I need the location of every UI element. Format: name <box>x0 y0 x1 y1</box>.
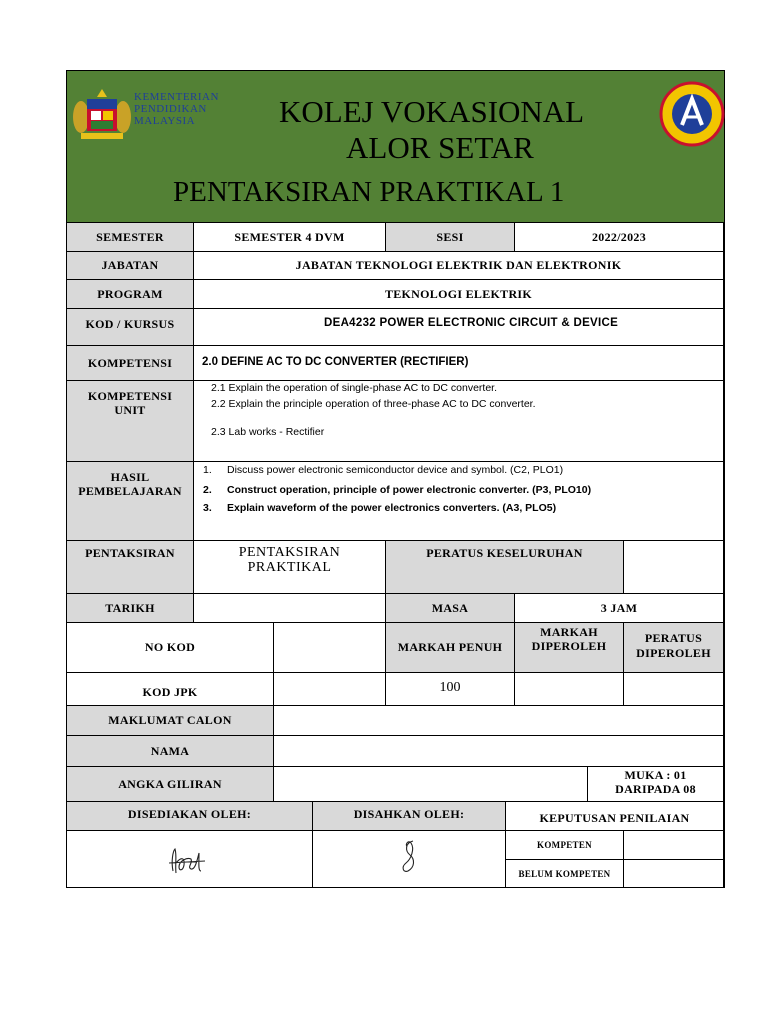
maklumat-calon-label <box>67 706 274 736</box>
no-kod-label <box>67 623 274 673</box>
kompetensi-unit-item-3: 2.3 Lab works - Rectifier <box>211 426 325 438</box>
kod-jpk-label <box>67 673 274 706</box>
peratus-diperoleh-label <box>624 623 724 673</box>
nama-label <box>67 736 274 767</box>
signature-preparer <box>167 843 207 877</box>
nama-label-text: NAMA <box>150 743 190 758</box>
disediakan-signature-box <box>67 831 313 888</box>
program-label <box>67 280 194 309</box>
disahkan-oleh-label-text: DISAHKAN OLEH: <box>353 807 465 821</box>
peratus-diperoleh-label-line-1: PERATUS <box>644 631 703 645</box>
angka-giliran-label <box>67 767 274 802</box>
page-number-muka: MUKA : 01 <box>624 768 687 782</box>
kod-kursus-value <box>194 309 724 346</box>
no-kod-field[interactable] <box>274 623 386 673</box>
kompetensi-value-text: 2.0 DEFINE AC TO DC CONVERTER (RECTIFIER) <box>202 356 469 368</box>
tarikh-label-text: TARIKH <box>105 600 155 615</box>
hasil-item-2-text: Construct operation, principle of power electronic converter. (P3, PLO10) <box>227 484 592 496</box>
jabatan-label <box>67 252 194 280</box>
markah-diperoleh-label-line-1: MARKAH <box>540 625 598 639</box>
markah-diperoleh-field[interactable] <box>515 673 624 706</box>
jabatan-label-text: JABATAN <box>101 258 159 272</box>
semester-label-text: SEMESTER <box>96 229 164 244</box>
program-value-text: TEKNOLOGI ELEKTRIK <box>384 286 533 301</box>
kompetensi-unit-list <box>194 381 724 462</box>
hasil-label-line-2: PEMBELAJARAN <box>78 484 182 498</box>
sesi-label-text: SESI <box>436 229 464 244</box>
peratus-keseluruhan-label <box>386 541 624 594</box>
disediakan-oleh-label-text: DISEDIAKAN OLEH: <box>127 807 252 821</box>
hasil-label-line-1: HASIL <box>110 470 150 484</box>
kod-kursus-value-text: DEA4232 POWER ELECTRONIC CIRCUIT & DEVICE <box>324 317 619 329</box>
hasil-item-2-num: 2. <box>203 484 212 496</box>
ministry-crest-logo <box>71 87 133 143</box>
hasil-list <box>194 462 724 541</box>
hasil-item-1 <box>203 464 563 476</box>
kompetensi-unit-item-2: 2.2 Explain the principle operation of three-phase AC to DC converter. <box>211 398 536 410</box>
kompeten-label-text: KOMPETEN <box>537 840 592 850</box>
kompetensi-label-text: KOMPETENSI <box>87 355 173 370</box>
nama-field[interactable] <box>274 736 724 767</box>
masa-value-text: 3 JAM <box>600 600 638 615</box>
keputusan-penilaian-label-text: KEPUTUSAN PENILAIAN <box>539 810 690 825</box>
hasil-label <box>67 462 194 541</box>
disahkan-oleh-label <box>313 802 506 831</box>
sesi-value-text: 2022/2023 <box>591 229 647 244</box>
page-number <box>588 767 724 802</box>
markah-diperoleh-label <box>515 623 624 673</box>
jabatan-value-text: JABATAN TEKNOLOGI ELEKTRIK DAN ELEKTRONIK <box>295 258 622 272</box>
page-number-daripada: DARIPADA 08 <box>615 782 696 796</box>
markah-penuh-value <box>386 673 515 706</box>
markah-penuh-value-text: 100 <box>439 680 461 695</box>
tarikh-field[interactable] <box>194 594 386 623</box>
belum-kompeten-label-text: BELUM KOMPETEN <box>518 868 611 879</box>
kod-jpk-field[interactable] <box>274 673 386 706</box>
kompetensi-unit-label-line-2: UNIT <box>114 403 146 417</box>
kod-kursus-label <box>67 309 194 346</box>
kompetensi-unit-item-1: 2.1 Explain the operation of single-phase AC to DC converter. <box>211 382 498 394</box>
angka-giliran-label-text: ANGKA GILIRAN <box>118 776 222 791</box>
tarikh-label <box>67 594 194 623</box>
hasil-item-3 <box>203 502 556 514</box>
kod-kursus-label-text: KOD / KURSUS <box>85 317 175 331</box>
assessment-title: PENTAKSIRAN PRAKTIKAL 1 <box>173 176 565 208</box>
masa-label <box>386 594 515 623</box>
ministry-name <box>134 91 234 127</box>
markah-penuh-label-text: MARKAH PENUH <box>397 640 503 654</box>
pentaksiran-value <box>194 541 386 594</box>
college-name-line-1: KOLEJ VOKASIONAL <box>279 94 585 129</box>
pentaksiran-value-line-2: PRAKTIKAL <box>247 560 332 575</box>
ministry-line-1: KEMENTERIAN <box>134 91 219 103</box>
signature-approver <box>397 837 421 877</box>
hasil-item-3-num: 3. <box>203 502 212 514</box>
disahkan-signature-box <box>313 831 506 888</box>
belum-kompeten-checkbox[interactable] <box>624 860 724 888</box>
kompetensi-unit-label <box>67 381 194 462</box>
keputusan-penilaian-label <box>506 802 724 831</box>
kompetensi-unit-label-line-1: KOMPETENSI <box>87 389 173 403</box>
kompetensi-value <box>194 346 724 381</box>
sesi-label <box>386 223 515 252</box>
kompeten-label <box>506 831 624 860</box>
hasil-item-1-text: Discuss power electronic semiconductor device and symbol. (C2, PLO1) <box>227 464 564 476</box>
no-kod-label-text: NO KOD <box>144 640 196 654</box>
peratus-diperoleh-label-line-2: DIPEROLEH <box>636 646 711 660</box>
maklumat-calon-label-text: MAKLUMAT CALON <box>108 713 232 727</box>
disediakan-oleh-label <box>67 802 313 831</box>
header-banner <box>67 71 724 223</box>
program-value <box>194 280 724 309</box>
angka-giliran-field[interactable] <box>274 767 588 802</box>
kompetensi-label <box>67 346 194 381</box>
pentaksiran-value-line-1: PENTAKSIRAN <box>238 545 341 560</box>
peratus-keseluruhan-field[interactable] <box>624 541 724 594</box>
pentaksiran-label <box>67 541 194 594</box>
masa-value <box>515 594 724 623</box>
markah-penuh-label <box>386 623 515 673</box>
peratus-keseluruhan-label-text: PERATUS KESELURUHAN <box>426 546 583 560</box>
semester-value-text: SEMESTER 4 DVM <box>234 229 345 244</box>
peratus-diperoleh-field[interactable] <box>624 673 724 706</box>
program-label-text: PROGRAM <box>97 286 163 301</box>
semester-value <box>194 223 386 252</box>
hasil-item-1-num: 1. <box>203 464 212 476</box>
college-name-line-2: ALOR SETAR <box>346 130 534 165</box>
jabatan-value <box>194 252 724 280</box>
markah-diperoleh-label-line-2: DIPEROLEH <box>531 639 607 653</box>
pentaksiran-label-text: PENTAKSIRAN <box>85 546 175 560</box>
hasil-item-3-text: Explain waveform of the power electronics converters. (A3, PLO5) <box>227 502 557 514</box>
college-logo <box>659 81 725 147</box>
semester-label <box>67 223 194 252</box>
hasil-item-2 <box>203 484 591 496</box>
ministry-line-2: PENDIDIKAN <box>134 103 207 115</box>
maklumat-calon-blank <box>274 706 724 736</box>
sesi-value <box>515 223 724 252</box>
belum-kompeten-label <box>506 860 624 888</box>
kompeten-checkbox[interactable] <box>624 831 724 860</box>
kod-jpk-label-text: KOD JPK <box>142 684 198 699</box>
masa-label-text: MASA <box>431 600 469 615</box>
ministry-line-3: MALAYSIA <box>134 115 196 127</box>
